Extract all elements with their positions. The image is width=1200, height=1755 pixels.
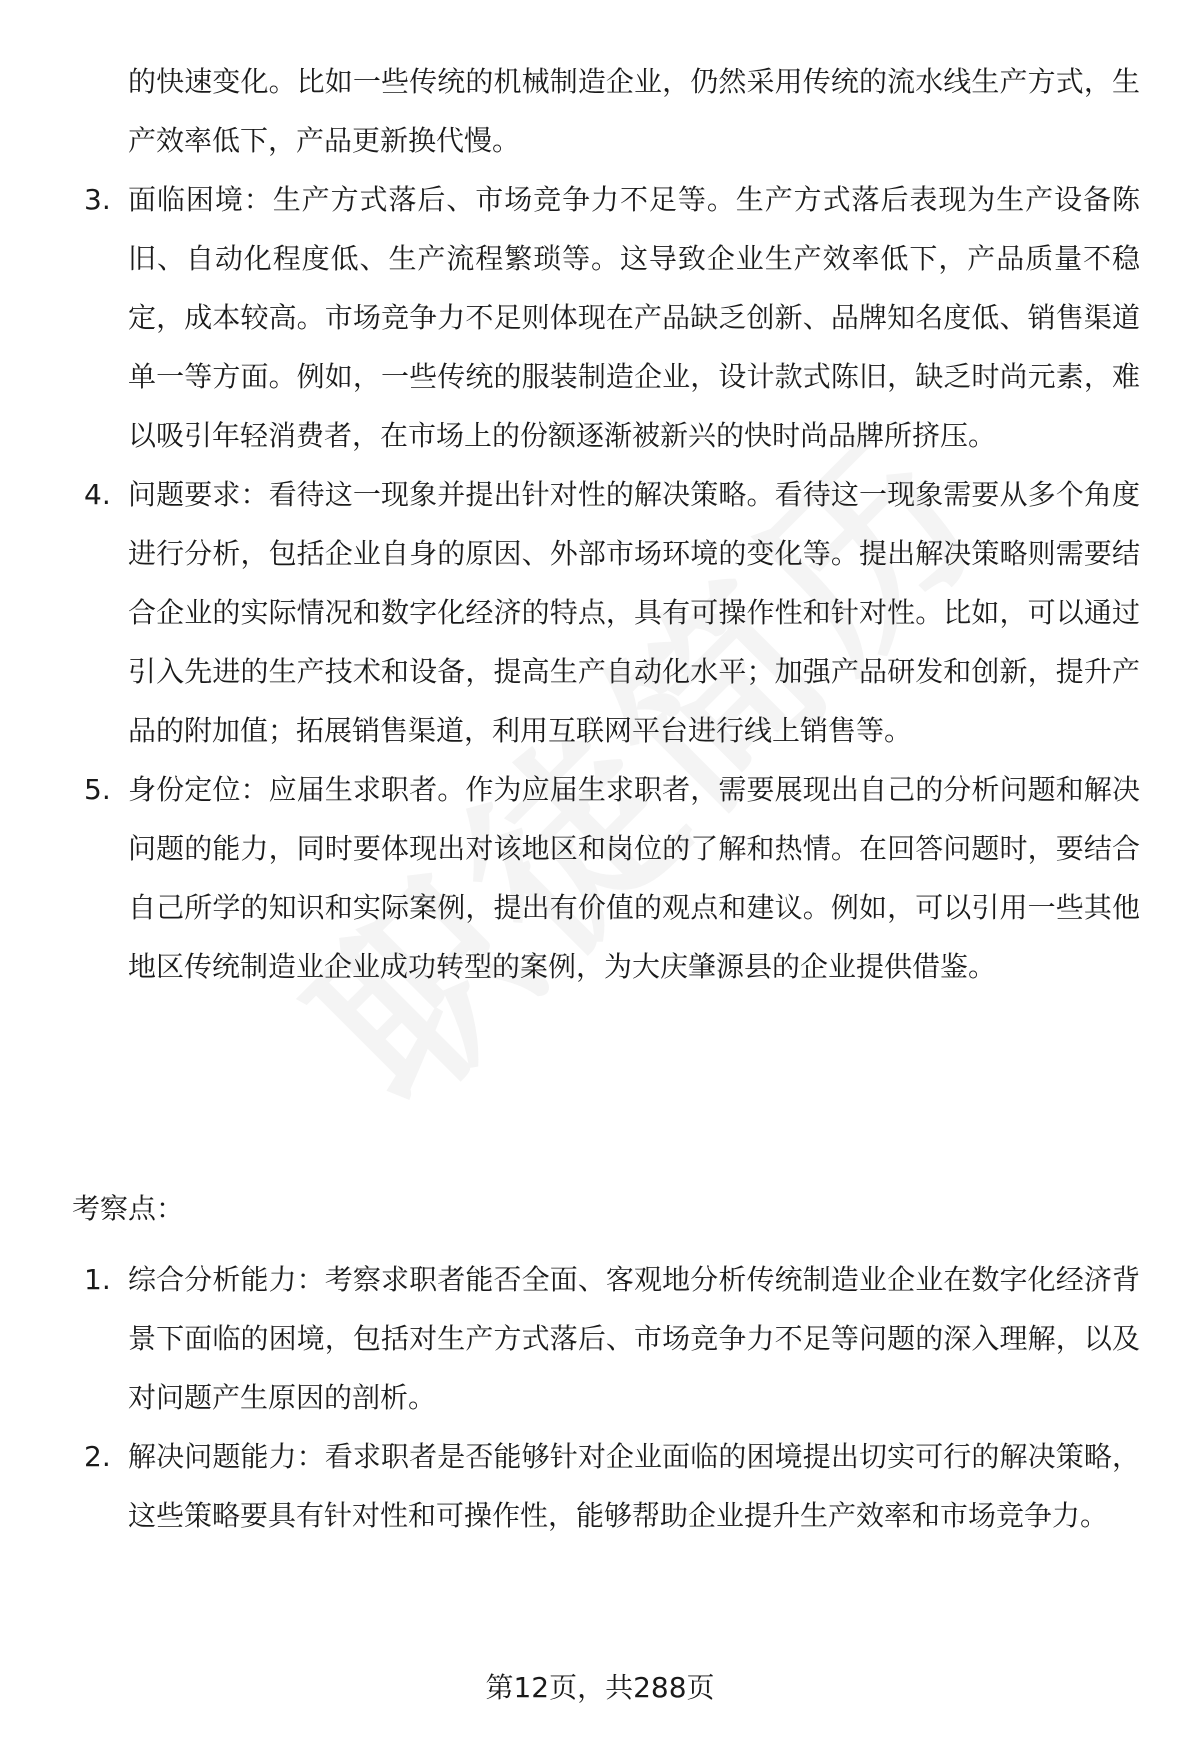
list-item <box>0 1250 1200 1427</box>
list-item-text: 的快速变化。比如一些传统的机械制造企业，仍然采用传统的流水线生产方式，生产效率低下，产品更新换代慢。 <box>128 65 1140 157</box>
list-item-text: 面临困境：生产方式落后、市场竞争力不足等。生产方式落后表现为生产设备陈旧、自动化程度低、生产流程繁琐等。这导致企业生产效率低下，产品质量不稳定，成本较高。市场竞争力不足则体现在产品缺乏创新、品牌知名度低、销售渠道单一等方面。例如，一些传统的服装制造企业，设计款式陈旧，缺乏时尚元素，难以吸引年轻消费者，在市场上的份额逐渐被新兴的快时尚品牌所挤压。 <box>128 183 1140 452</box>
list-item <box>0 170 1200 465</box>
list-item <box>0 1427 1200 1545</box>
assessment-points-list <box>0 1250 1200 1545</box>
list-item-text: 问题要求：看待这一现象并提出针对性的解决策略。看待这一现象需要从多个角度进行分析，包括企业自身的原因、外部市场环境的变化等。提出解决策略则需要结合企业的实际情况和数字化经济的特点，具有可操作性和针对性。比如，可以通过引入先进的生产技术和设备，提高生产自动化水平；加强产品研发和创新，提升产品的附加值；拓展销售渠道，利用互联网平台进行线上销售等。 <box>128 478 1140 747</box>
list-item <box>0 52 1200 170</box>
list-item-text: 综合分析能力：考察求职者能否全面、客观地分析传统制造业企业在数字化经济背景下面临的困境，包括对生产方式落后、市场竞争力不足等问题的深入理解，以及对问题产生原因的剖析。 <box>128 1263 1140 1414</box>
section-heading: 考察点： <box>72 1192 185 1225</box>
list-item <box>0 465 1200 760</box>
page-footer: 第12页，共288页 <box>485 1671 715 1704</box>
list-item-number: 2. <box>84 1440 111 1473</box>
list-item-text: 解决问题能力：看求职者是否能够针对企业面临的困境提出切实可行的解决策略，这些策略要具有针对性和可操作性，能够帮助企业提升生产效率和市场竞争力。 <box>128 1440 1140 1532</box>
list-item <box>0 760 1200 996</box>
list-item-number: 1. <box>84 1263 111 1296</box>
list-item-number: 4. <box>84 478 111 511</box>
list-item-number: 3. <box>84 183 111 216</box>
requirements-list <box>0 52 1200 996</box>
list-item-text: 身份定位：应届生求职者。作为应届生求职者，需要展现出自己的分析问题和解决问题的能力，同时要体现出对该地区和岗位的了解和热情。在回答问题时，要结合自己所学的知识和实际案例，提出有价值的观点和建议。例如，可以引用一些其他地区传统制造业企业成功转型的案例，为大庆肇源县的企业提供借鉴。 <box>128 773 1140 983</box>
list-item-number: 5. <box>84 773 111 806</box>
